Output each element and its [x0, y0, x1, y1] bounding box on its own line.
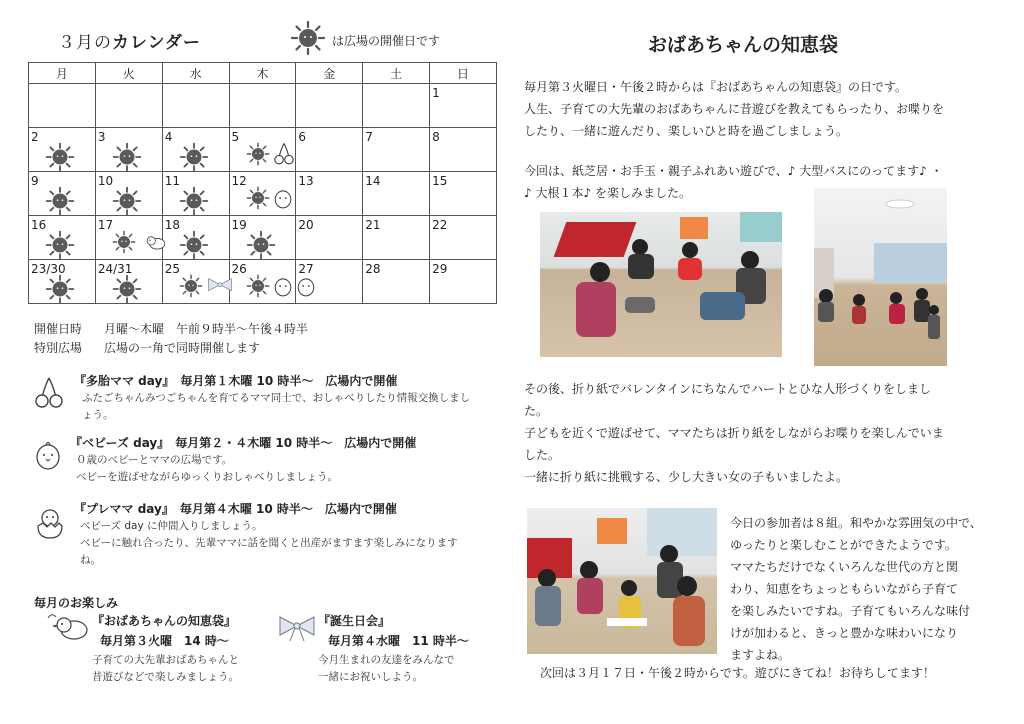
- calendar-day: [363, 216, 430, 260]
- day-number: 13: [298, 174, 314, 188]
- calendar-day: [363, 260, 430, 304]
- photo-origami: [527, 508, 717, 654]
- event-item-tatai: 『多胎ママ day』 毎月第１木曜 10 時半～ 広場内で開催 ふたごちゃんみつごちゃんを育てるママ同士で、おしゃべりしたり情報交換しまし ょう。: [34, 372, 504, 434]
- cherry-icon: [273, 142, 295, 170]
- day-number: 2: [31, 130, 39, 144]
- day-number: 21: [365, 218, 381, 232]
- cherry-icon: [34, 376, 64, 414]
- day-number: 27: [298, 262, 314, 276]
- day-number: 26: [231, 262, 247, 276]
- calendar-day: [229, 84, 296, 128]
- calendar-day: [95, 216, 162, 260]
- calendar-day: [162, 260, 229, 304]
- calendar-day: [363, 172, 430, 216]
- calendar-table: [28, 62, 497, 304]
- day-number: 16: [31, 218, 47, 232]
- calendar-day: [95, 260, 162, 304]
- calendar-day: [229, 216, 296, 260]
- day-number: 11: [164, 174, 180, 188]
- sun-icon: [179, 274, 203, 302]
- day-number: 23/30: [31, 262, 66, 276]
- day-number: 6: [298, 130, 307, 144]
- article-activities: 今回は、紙芝居・お手玉・親子ふれあい遊びで、♪ 大型バスにのってます♪ ・ ♪ 大根１本♪ を楽しみました。: [524, 164, 943, 200]
- day-number: 24/31: [97, 262, 133, 276]
- article-origami: その後、折り紙でバレンタインにちなんでハートとひな人形づくりをしまし た。 子どもを近くで遊ばせて、ママたちは折り紙をしながらお喋りを楽しんでいま した。 一緒に折り紙に挑戦する、少し大きい女の子もいましたよ。: [524, 382, 944, 484]
- calendar-day: [430, 172, 497, 216]
- calendar-day: [95, 84, 162, 128]
- event-item-babies: 『ベビーズ day』 毎月第２・４木曜 10 時半～ 広場内で開催 ０歳のベビーとママの広場です。 ベビーを遊ばせながらゆっくりおしゃべりしましょう。: [34, 434, 504, 500]
- day-number: 20: [298, 218, 314, 232]
- calendar-day: [29, 260, 96, 304]
- weekday-0: 月: [29, 63, 96, 84]
- calendar-day: [29, 128, 96, 172]
- day-number: 7: [365, 130, 373, 144]
- calendar-day: [363, 84, 430, 128]
- calendar-week: [29, 260, 497, 304]
- weekday-6: 日: [430, 63, 497, 84]
- day-number: 5: [231, 130, 240, 144]
- calendar-day: [296, 216, 363, 260]
- calendar-day: [29, 84, 96, 128]
- event-item-premama: 『プレママ day』 毎月第４木曜 10 時半～ 広場内で開催 ベビーズ day に仲間入りしましょう。 ベビーに触れ合ったり、先輩ママに話を聞くと出産がますます楽しみになります ね。: [34, 500, 504, 590]
- weekday-4: 金: [296, 63, 363, 84]
- article-title: おばあちゃんの知恵袋: [648, 34, 839, 56]
- sun-icon: [112, 274, 142, 308]
- calendar-day: [296, 128, 363, 172]
- calendar-day: [229, 172, 296, 216]
- calendar-week: [29, 216, 497, 260]
- hatching-chick-icon: [34, 506, 66, 544]
- calendar-day: [162, 84, 229, 128]
- article-intro: 毎月第３火曜日・午後２時からは『おばあちゃんの知恵袋』の日です。 人生、子育ての大先輩のおばあちゃんに昔遊びを教えてもらったり、お喋りを したり、一緒に遊んだり、楽しいひと時を過ごしましょう。: [524, 80, 945, 138]
- next-session: 次回は３月１７日・午後２時からです。遊びにきてね！お待ちしてます！: [540, 666, 935, 680]
- calendar-day: [363, 128, 430, 172]
- day-number: 14: [365, 174, 381, 188]
- chick-icon: [34, 438, 62, 476]
- event-list: [34, 372, 504, 590]
- weekday-header: [29, 63, 497, 84]
- day-number: 18: [164, 218, 180, 232]
- calendar-day: [229, 128, 296, 172]
- chick-bird-icon: [44, 610, 90, 648]
- article-summary: 今日の参加者は８組。和やかな雰囲気の中で、 ゆったりと楽しむことができたようです。 ママたちだけでなくいろんな世代の方と関 わり、知恵をちょっともらいながら子育て を楽しみたいですね。子育てもいろんな味付 けが加わると、きっと豊かな味わいになり ますよね。: [730, 516, 982, 662]
- sun-icon: [246, 186, 270, 214]
- calendar-day: [162, 172, 229, 216]
- day-number: 15: [432, 174, 448, 188]
- monthly-item-birthday: 『誕生日会』 毎月第４水曜 11 時半～ 今月生まれの友達をみんなで 一緒にお祝いしよう。: [318, 614, 469, 683]
- hours-info: 開催日時 月曜～木曜 午前９時半～午後４時半 特別広場 広場の一角で同時開催します: [34, 322, 309, 355]
- monthly-heading: 毎月のお楽しみ: [34, 596, 119, 610]
- day-number: 29: [432, 262, 448, 276]
- sun-icon: [246, 142, 270, 170]
- calendar-day: [430, 84, 497, 128]
- weekday-5: 土: [363, 63, 430, 84]
- calendar-title: ３月のカレンダー: [58, 33, 201, 53]
- day-number: 1: [432, 86, 440, 100]
- weekday-2: 水: [162, 63, 229, 84]
- day-number: 19: [231, 218, 247, 232]
- day-number: 9: [31, 174, 39, 188]
- weekday-1: 火: [95, 63, 162, 84]
- calendar-day: [296, 172, 363, 216]
- calendar-day: [430, 128, 497, 172]
- day-number: 17: [97, 218, 114, 232]
- calendar-day: [430, 216, 497, 260]
- calendar-day: [95, 172, 162, 216]
- calendar-day: [296, 84, 363, 128]
- sun-icon: [112, 230, 136, 258]
- hatching-chick-icon: [273, 274, 293, 302]
- chick-icon: [273, 186, 293, 214]
- calendar-day: [229, 260, 296, 304]
- day-number: 22: [432, 218, 448, 232]
- day-number: 10: [97, 174, 114, 188]
- calendar-day: [162, 128, 229, 172]
- ribbon-icon: [276, 614, 318, 646]
- calendar-week: [29, 128, 497, 172]
- calendar-legend: は広場の開催日です: [290, 20, 440, 60]
- sun-icon: [246, 274, 270, 302]
- day-number: 8: [432, 130, 440, 144]
- calendar-day: [29, 216, 96, 260]
- weekday-3: 木: [229, 63, 296, 84]
- day-number: 3: [97, 130, 106, 144]
- day-number: 4: [164, 130, 173, 144]
- day-number: 25: [164, 262, 180, 276]
- day-number: 28: [365, 262, 381, 276]
- sun-icon: [45, 274, 75, 308]
- day-number: 12: [231, 174, 247, 188]
- calendar-day: [296, 260, 363, 304]
- photo-group-play: [540, 212, 782, 357]
- photo-room: [814, 188, 947, 366]
- calendar-week: [29, 84, 497, 128]
- calendar-week: [29, 172, 497, 216]
- calendar-day: [162, 216, 229, 260]
- calendar-day: [95, 128, 162, 172]
- sun-icon: [290, 20, 326, 60]
- calendar-day: [29, 172, 96, 216]
- calendar-body: [29, 84, 497, 304]
- monthly-item-obaachan: 『おばあちゃんの知恵袋』 毎月第３火曜 14 時～ 子育ての大先輩おばあちゃんと 昔遊びなどで楽しみましょう。: [92, 614, 239, 683]
- calendar-day: [430, 260, 497, 304]
